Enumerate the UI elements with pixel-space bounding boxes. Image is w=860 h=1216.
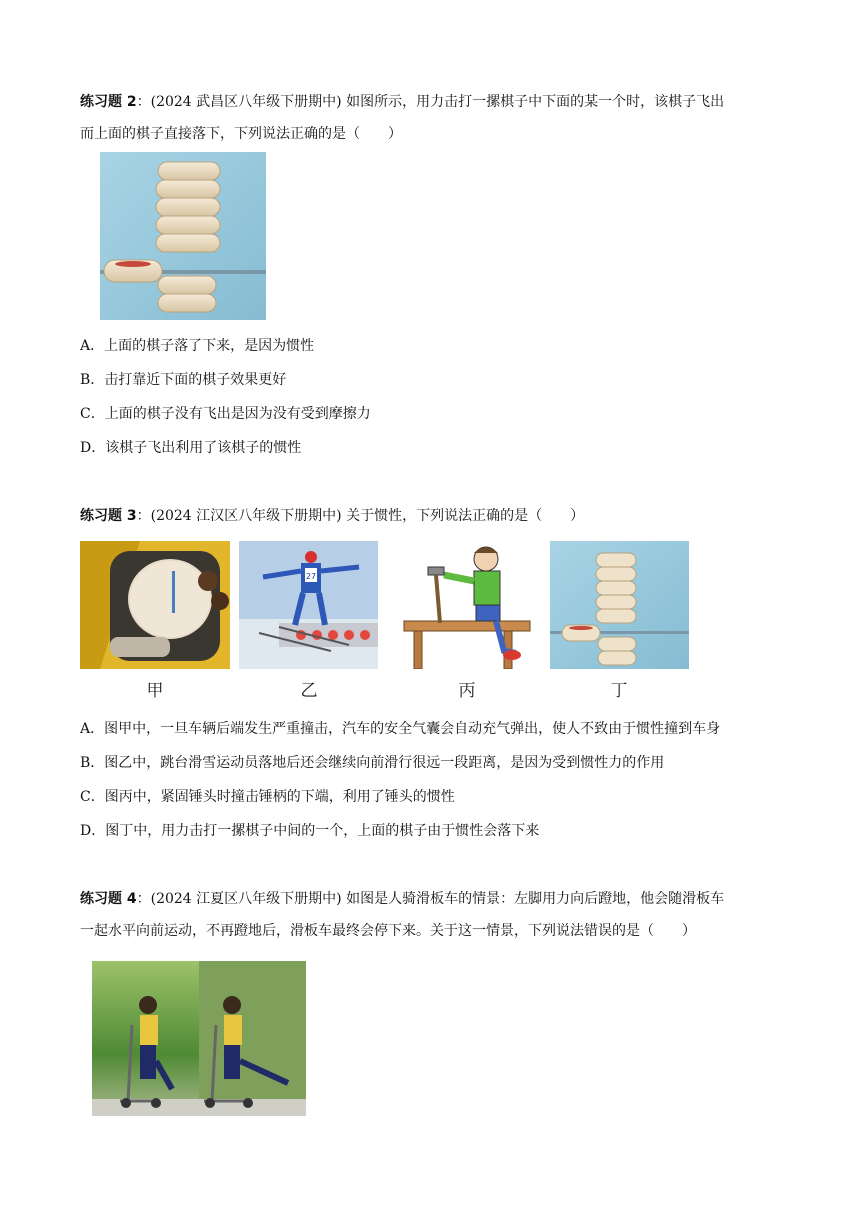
q2-option-a: A．上面的棋子落了下来，是因为惯性 <box>80 338 315 354</box>
q2-option-d: D．该棋子飞出利用了该棋子的惯性 <box>80 440 302 456</box>
q4-stem-line1: 练习题 4：(2024 江夏区八年级下册期中) 如图是人骑滑板车的情景：左脚用力向后蹬地，他会随滑板车 <box>80 891 725 907</box>
q3-stem-line1: 练习题 3：(2024 江汉区八年级下册期中) 关于惯性，下列说法正确的是（ ） <box>80 508 585 524</box>
q2-stem-line1: 练习题 2：(2024 武昌区八年级下册期中) 如图所示，用力击打一摞棋子中下面的某一个时，该棋子飞出 <box>80 94 725 110</box>
q3-option-c: C．图丙中，紧固锤头时撞击锤柄的下端，利用了锤头的惯性 <box>80 789 455 805</box>
q3-option-a: A．图甲中，一旦车辆后端发生严重撞击，汽车的安全气囊会自动充气弹出，使人不致由于惯性撞到车身 <box>80 721 721 737</box>
q2-label: 练习题 2 <box>80 94 137 110</box>
q3-image-jia-airbag <box>80 541 230 669</box>
q3-label: 练习题 3 <box>80 508 137 524</box>
q3-image-bing-hammer <box>400 541 534 669</box>
caption-yi: 乙 <box>300 681 318 701</box>
q3-option-d: D．图丁中，用力击打一摞棋子中间的一个，上面的棋子由于惯性会落下来 <box>80 823 540 839</box>
q4-stem-line2: 一起水平向前运动，不再蹬地后，滑板车最终会停下来。关于这一情景，下列说法错误的是（ ） <box>80 923 696 939</box>
q2-stem-line2: 而上面的棋子直接落下，下列说法正确的是（ ） <box>80 126 402 142</box>
caption-ding: 丁 <box>610 681 628 701</box>
q2-option-c: C．上面的棋子没有飞出是因为没有受到摩擦力 <box>80 406 371 422</box>
ski-bib-number: 27 <box>305 572 317 581</box>
q4-scooter-image <box>92 961 306 1116</box>
q2-option-b: B．击打靠近下面的棋子效果更好 <box>80 372 287 388</box>
q3-image-yi-ski-jumper <box>239 541 378 669</box>
q3-image-ding-chess-stack <box>550 541 689 669</box>
caption-bing: 丙 <box>458 681 476 701</box>
caption-jia: 甲 <box>146 681 164 701</box>
q4-label: 练习题 4 <box>80 891 137 907</box>
q2-chess-stack-image <box>100 152 266 320</box>
q3-option-b: B．图乙中，跳台滑雪运动员落地后还会继续向前滑行很远一段距离，是因为受到惯性力的作用 <box>80 755 665 771</box>
